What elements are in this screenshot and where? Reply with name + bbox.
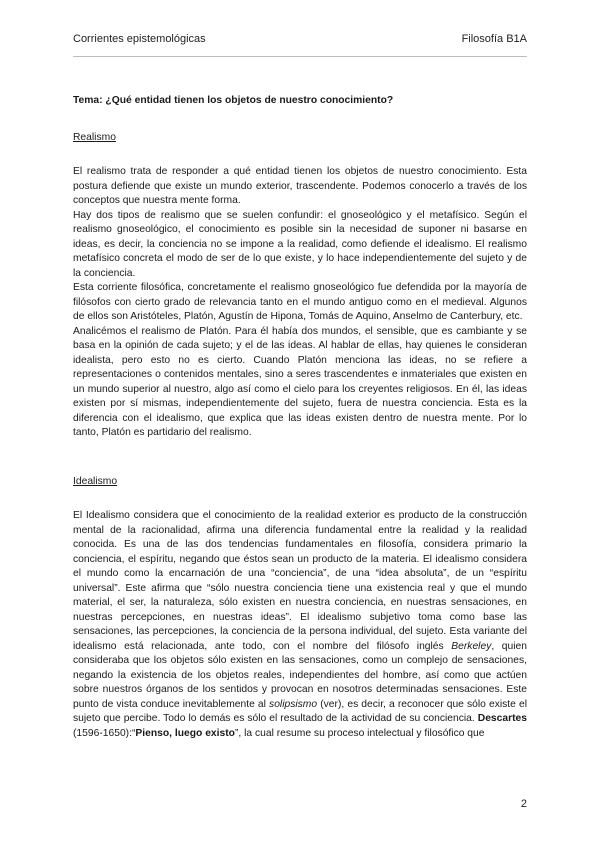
- realismo-paragraph-1: El realismo trata de responder a qué entidad tienen los objetos de nuestro conocimiento. Esta postura defiende que existe un mundo exterior, trascendente. Podemos conocerlo a través de los conceptos que nuestra mente forma.: [73, 166, 527, 206]
- page-header: [73, 33, 527, 45]
- header-course-title: Corrientes epistemológicas: [73, 33, 206, 45]
- idealismo-text-2: , quien consideraba que los objetos sólo existen en las sensaciones, como un complejo de sensaciones, negando la existencia de los objetos reales, independientes del hombre, así como que actúen sobre nuestros órganos de los sentidos y provocan en nosotros determinadas sensaciones. Este punto de vista conduce inevitablemente al: [73, 640, 527, 710]
- berkeley-name: Berkeley: [451, 640, 492, 652]
- section-heading-idealismo: Idealismo: [73, 475, 118, 487]
- idealismo-paragraph: [73, 509, 527, 741]
- realismo-paragraph-3: Esta corriente filosófica, concretamente el realismo gnoseológico fue defendida por la mayoría de filósofos con cierto grado de relevancia tanto en el mundo antiguo como en el medieval. Algunos de ellos son Aristóteles, Platón, Agustín de Hipona, Tomás de Aquino, Anselmo de Canterbury, etc.: [73, 282, 527, 322]
- realismo-paragraph-2: Hay dos tipos de realismo que se suelen confundir: el gnoseológico y el metafísico. Según el realismo gnoseológico, el conocimiento es posible sin la necesidad de suponer ni basarse en ideas, es decir, la conciencia no se impone a la realidad, como defiende el idealismo. El realismo metafísico concreta el modo de ser de lo que existe, y lo hace independientemente del sujeto y de la conciencia.: [73, 209, 527, 279]
- solipsismo-term: solipsismo: [269, 698, 318, 710]
- pienso-quote: Pienso, luego existo: [135, 727, 235, 739]
- header-subject: Filosofía B1A: [461, 33, 527, 45]
- document-title: Tema: ¿Qué entidad tienen los objetos de nuestro conocimiento?: [73, 95, 394, 106]
- descartes-name: Descartes: [477, 713, 527, 724]
- idealismo-text-3: (ver), es decir, a reconocer que sólo existe el sujeto que percibe. Todo lo demás es sólo el resultado de la actividad de su conciencia.: [73, 698, 527, 724]
- page-number: 2: [520, 798, 527, 810]
- section-heading-realismo: Realismo: [73, 131, 116, 143]
- realismo-paragraph-4: Analicémos el realismo de Platón. Para él había dos mundos, el sensible, que es cambiante y se basa en la opinión de cada sujeto; y el de las ideas. Al hablar de ellas, hay quienes le consideran idealista, pero esto no es cierto. Cuando Platón menciona las ideas, no se refiere a representaciones o contenidos mentales, sino a seres trascendentes e inmateriales que existen en un mundo superior al nuestro, algo así como el cielo para los creyentes religiosos. En él, las ideas existen por sí mismas, independientemente del sujeto, fuera de nuestra conciencia. Esta es la diferencia con el idealismo, que explica que las ideas existen dentro de nuestra mente. Por lo tanto, Platón es partidario del realismo.: [73, 325, 527, 438]
- idealismo-text-1: El Idealismo considera que el conocimiento de la realidad exterior es producto de la construcción mental de la racionalidad, afirma una diferencia fundamental entre la realidad y la realidad conocida. Es una de las dos tendencias fundamentales en filosofía, considera primario la conciencia, el espíritu, negando que éstos sean un producto de la materia. El idealismo considera el mundo como la encarnación de una “conciencia”, de una “idea absoluta”, de un “espíritu universal”. Este afirma que “sólo nuestra conciencia tiene una existencia real y que el mundo material, el ser, la naturaleza, sólo existen en nuestra conciencia, en nuestras sensaciones, en nuestras percepciones, en nuestras ideas”. El idealismo subjetivo toma como base las sensaciones, las percepciones, la conciencia de la persona individual, del sujeto. Esta variante del idealismo está relacionada, ante todo, con el nombre del filósofo inglés: [73, 510, 527, 652]
- idealismo-text-4: (1596-1650):“: [73, 727, 136, 739]
- document-body: [73, 94, 527, 741]
- header-divider: [73, 56, 527, 57]
- idealismo-text-5: ”, la cual resume su proceso intelectual y filosófico que: [234, 727, 485, 739]
